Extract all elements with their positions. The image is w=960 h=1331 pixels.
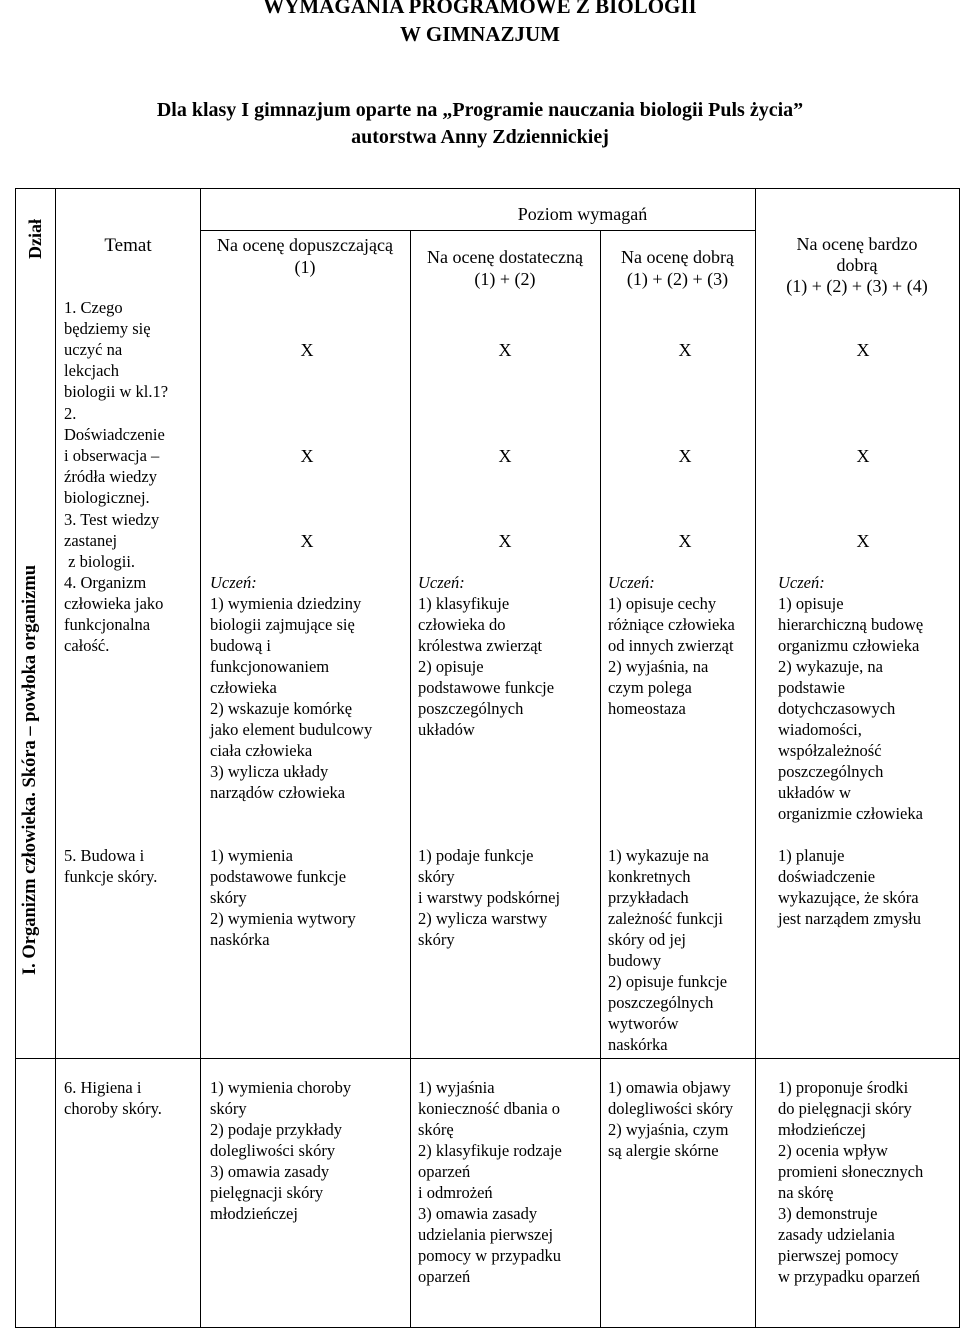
document-subtitle: Dla klasy I gimnazjum oparte na „Programie nauczania biologii Puls życia” <box>156 99 804 121</box>
topic-3: 3. Test wiedzy zastanej z biologii. <box>64 510 160 571</box>
requirements-r6-c4: 1) proponuje środki do pielęgnacji skóry młodzieńczej 2) ocenia wpływ promieni słonecznych na skórę 3) demonstruje zasady udzielania pierwszej pomocy w przypadku oparzeń <box>778 1078 924 1286</box>
mark-r1-c1: X <box>300 340 314 360</box>
document-subtitle-line2: autorstwa Anny Zdziennickiej <box>351 126 609 148</box>
grade-header-good: Na ocenę dobrą (1) + (2) + (3) <box>621 247 734 289</box>
grade-header-satisfactory: Na ocenę dostateczną (1) + (2) <box>427 247 583 289</box>
requirements-r4-c2: Uczeń: 1) klasyfikuje człowieka do królestwa zwierząt 2) opisuje podstawowe funkcje poszczególnych układów <box>418 573 555 739</box>
mark-r2-c4: X <box>856 446 870 466</box>
document-title-line2: W GIMNAZJUM <box>399 22 561 46</box>
mark-r3-c1: X <box>300 531 314 551</box>
mark-r1-c4: X <box>856 340 870 360</box>
requirements-r5-c4: 1) planuje doświadczenie wykazujące, że skóra jest narządem zmysłu <box>778 846 921 928</box>
section-header: Dział <box>25 219 45 259</box>
grade-header-very-good: Na ocenę bardzo dobrą (1) + (2) + (3) + (4) <box>786 234 928 296</box>
topic-6: 6. Higiena i choroby skóry. <box>64 1078 162 1118</box>
requirements-r4-c3: Uczeń: 1) opisuje cechy różniące człowieka od innych zwierząt 2) wyjaśnia, na czym polega homeostaza <box>608 573 735 718</box>
topic-4: 4. Organizm człowieka jako funkcjonalna całość. <box>64 573 164 655</box>
topic-header: Temat <box>104 235 152 256</box>
mark-r1-c2: X <box>498 340 512 360</box>
requirements-level-header: Poziom wymagań <box>517 204 648 224</box>
requirements-r4-c1: Uczeń: 1) wymienia dziedziny biologii zajmujące się budową i funkcjonowaniem człowieka 2) wskazuje komórkę jako element budulcowy ciała człowieka 3) wylicza układy narządów człowieka <box>210 573 373 802</box>
section-title: I. Organizm człowieka. Skóra – powłoka organizmu <box>20 564 40 976</box>
mark-r2-c2: X <box>498 446 512 466</box>
document-title: WYMAGANIA PROGRAMOWE Z BIOLOGII <box>263 0 697 18</box>
mark-r3-c3: X <box>678 531 692 551</box>
grade-header-sufficient: Na ocenę dopuszczającą (1) <box>217 235 393 277</box>
requirements-r4-c4: Uczeń: 1) opisuje hierarchiczną budowę organizmu człowieka 2) wykazuje, na podstawie dotychczasowych wiadomości, współzależność poszczególnych układów w organizmie człowieka <box>778 573 924 823</box>
requirements-r5-c2: 1) podaje funkcje skóry i warstwy podskórnej 2) wylicza warstwy skóry <box>418 846 561 949</box>
requirements-r6-c3: 1) omawia objawy dolegliwości skóry 2) wyjaśnia, czym są alergie skórne <box>608 1078 734 1160</box>
mark-r1-c3: X <box>678 340 692 360</box>
topic-1: 1. Czego będziemy się uczyć na lekcjach biologii w kl.1? <box>64 298 169 401</box>
requirements-r6-c1: 1) wymienia choroby skóry 2) podaje przykłady dolegliwości skóry 3) omawia zasady pielęgnacji skóry młodzieńczej <box>210 1078 352 1223</box>
topic-5: 5. Budowa i funkcje skóry. <box>64 846 158 886</box>
requirements-r6-c2: 1) wyjaśnia konieczność dbania o skórę 2) klasyfikuje rodzaje oparzeń i odmrożeń 3) omawia zasady udzielania pierwszej pomocy w przypadku oparzeń <box>418 1078 562 1286</box>
topic-2: 2. Doświadczenie i obserwacja – źródła wiedzy biologicznej. <box>64 404 165 507</box>
requirements-r5-c1: 1) wymienia podstawowe funkcje skóry 2) wymienia wytwory naskórka <box>210 846 356 949</box>
mark-r3-c4: X <box>856 531 870 551</box>
requirements-r5-c3: 1) wykazuje na konkretnych przykładach zależność funkcji skóry od jej budowy 2) opisuje funkcje poszczególnych wytworów naskórka <box>608 846 728 1054</box>
mark-r2-c1: X <box>300 446 314 466</box>
mark-r2-c3: X <box>678 446 692 466</box>
mark-r3-c2: X <box>498 531 512 551</box>
